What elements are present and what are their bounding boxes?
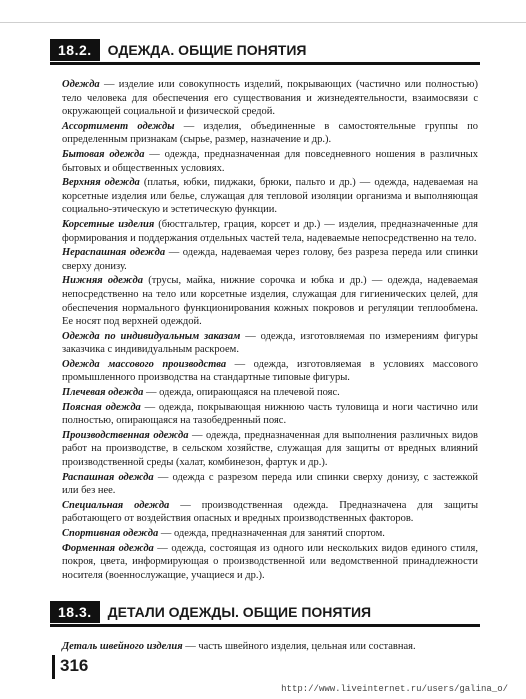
definition-text: — одежда, покрывающая нижнюю часть туловища и ноги частично или полностью, опирающаяся на тазобедренный пояс. — [62, 401, 478, 427]
definition-item — [62, 358, 478, 385]
definition-term: Деталь швейного изделия — [62, 641, 183, 652]
definition-term: Поясная одежда — [62, 401, 141, 413]
section-title: ОДЕЖДА. ОБЩИЕ ПОНЯТИЯ — [107, 42, 307, 58]
definition-term: Бытовая одежда — [62, 148, 145, 160]
section-rule — [50, 62, 480, 65]
definition-term: Производственная одежда — [62, 429, 189, 441]
definition-text: (платья, юбки, пиджаки, брюки, пальто и др.) — одежда, надеваемая на корсетные изделия или белье, служащая для тепловой изоляции организма и выполняющая социально-этическую и эстетическую функции. — [62, 177, 478, 216]
definition-item — [62, 246, 478, 273]
definition-text: — одежда, предназначенная для выполнения различных видов работ на производстве, в сельском хозяйстве, служащая для защиты от вредных влияний производственной среды (халат, комбинезон, фартук и др.). — [62, 429, 478, 469]
definition-item — [62, 640, 478, 654]
definition-item — [62, 542, 478, 583]
definition-term: Плечевая одежда — [62, 387, 144, 399]
definition-text: (трусы, майка, нижние сорочка и юбка и др.) — одежда, надеваемая непосредственно на тело или корсетные изделия, служащая для гигиенических целей, для обеспечения нормального функционирования кожных покровов и регуляции теплообмена. Ее носят под верхней одеждой. — [62, 275, 479, 328]
definitions-list-2 — [62, 640, 478, 655]
definition-text: — одежда, надеваемая через голову, без разреза переда или спинки сверху донизу. — [62, 247, 478, 272]
definition-item — [62, 471, 478, 498]
section-number: 18.3. — [50, 601, 100, 623]
definition-term: Верхняя одежда — [62, 177, 140, 189]
definition-term: Одежда — [62, 79, 100, 90]
definition-term: Корсетные изделия — [62, 218, 155, 230]
definition-item — [62, 120, 478, 147]
section-title: ДЕТАЛИ ОДЕЖДЫ. ОБЩИЕ ПОНЯТИЯ — [107, 604, 372, 620]
section-rule — [50, 624, 480, 627]
definition-text: — одежда, опирающаяся на плечевой пояс. — [143, 387, 340, 399]
definition-item — [62, 401, 478, 428]
definition-item — [62, 429, 478, 470]
definition-term: Нераспашная одежда — [62, 247, 166, 259]
definition-term: Форменная одежда — [62, 542, 154, 554]
definition-item — [62, 218, 478, 245]
definition-term: Распашная одежда — [62, 471, 154, 483]
definition-term: Ассортимент одежды — [62, 120, 175, 132]
definition-term: Спортивная одежда — [62, 528, 159, 539]
definition-text: — изделие или совокупность изделий, покрывающих (частично или полностью) тело человека для обеспечения его существования и жизнедеятельности, взаимосвязи с окружающей социальной и физической средой. — [62, 79, 478, 118]
definition-term: Нижняя одежда — [62, 275, 144, 287]
definition-text: — часть швейного изделия, цельная или составная. — [182, 641, 416, 652]
definition-item — [62, 499, 478, 526]
page-number: 316 — [60, 656, 89, 675]
definition-text: — одежда с разрезом переда или спинки сверху донизу, с застежкой или без нее. — [62, 471, 478, 497]
definition-item — [62, 78, 478, 119]
definitions-list — [62, 78, 478, 583]
page-number-bar — [52, 655, 55, 679]
definition-text: (бюстгальтер, грация, корсет и др.) — изделия, предназначенные для формирования и поддержания отдельных частей тела, надеваемые непосредственно на тело. — [62, 218, 478, 244]
definition-text: — одежда, предназначенная для повседневного ношения в различных бытовых и общественных условиях. — [62, 148, 478, 174]
definition-item — [62, 330, 478, 357]
definition-term: Специальная одежда — [62, 499, 170, 511]
definition-text: — изделия, объединенные в самостоятельные группы по определенным признакам (сырье, размер, назначение и др.). — [62, 120, 478, 146]
definition-term: Одежда массового производства — [62, 358, 227, 370]
definition-text: — одежда, изготовляемая по измерениям фигуры заказчика с индивидуальным раскроем. — [62, 330, 478, 356]
section-header-18-2 — [50, 38, 306, 62]
definition-item — [62, 274, 478, 328]
definition-text: — одежда, состоящая из одного или нескольких видов единого стиля, покроя, цвета, информирующая о производственной или ведомственной принадлежности носителя (военнослужащие, учащиеся и др.). — [62, 542, 478, 581]
definition-term: Одежда по индивидуальным заказам — [62, 330, 241, 342]
section-number: 18.2. — [50, 39, 100, 61]
footer-url: http://www.liveinternet.ru/users/galina_o/ — [281, 684, 508, 694]
definition-text: — одежда, изготовляемая в условиях массового промышленного производства на стандартные типовые фигуры. — [62, 358, 478, 384]
definition-text: — одежда, предназначенная для занятий спортом. — [158, 528, 385, 539]
section-header-18-3 — [50, 600, 371, 624]
definition-text: — производственная одежда. Предназначена для защиты работающего от воздействия опасных и вредных производственных факторов. — [62, 499, 478, 525]
definition-item — [62, 176, 478, 217]
definition-item — [62, 527, 478, 541]
definition-item — [62, 148, 478, 175]
top-rule — [0, 22, 526, 23]
definition-item — [62, 386, 478, 400]
